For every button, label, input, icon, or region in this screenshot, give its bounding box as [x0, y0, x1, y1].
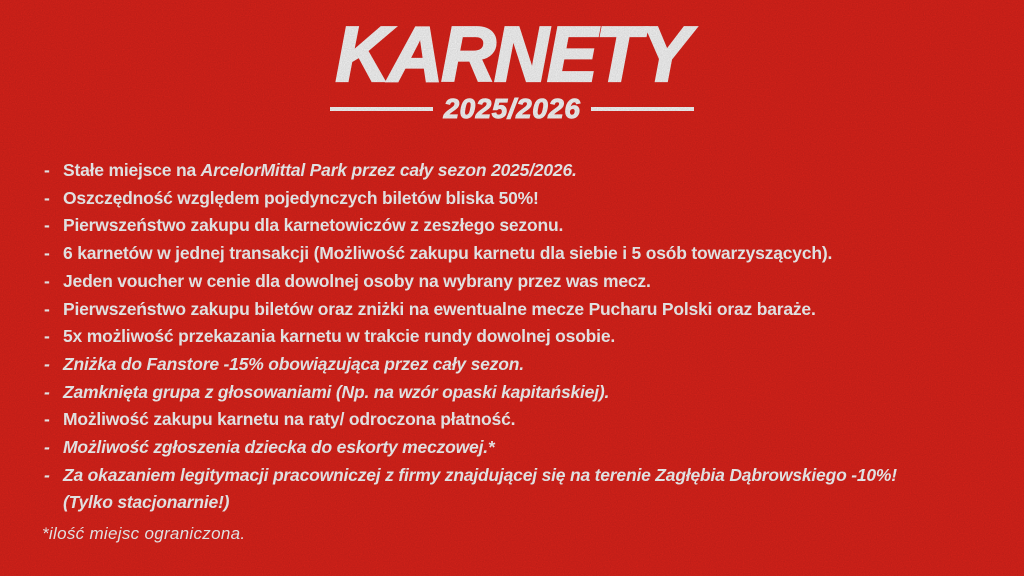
benefit-text-italic: (Tylko stacjonarnie!) [63, 492, 230, 513]
benefit-text [63, 185, 539, 213]
footnote: *ilość miejsc ograniczona. [42, 524, 246, 543]
benefit-text-italic: Możliwość zgłoszenia dziecka do eskorty meczowej.* [63, 437, 495, 458]
benefit-item [44, 489, 1004, 517]
benefit-item [44, 268, 1004, 296]
benefits-list [44, 157, 1004, 517]
benefit-text [63, 323, 615, 351]
benefit-text-regular: Stałe miejsce na [63, 160, 201, 180]
benefit-item [44, 185, 1004, 213]
benefit-text [63, 379, 609, 407]
benefit-text [63, 268, 651, 296]
bullet-dash: - [44, 298, 50, 319]
season-label: 2025/2026 [443, 92, 581, 124]
bullet-dash: - [44, 326, 50, 347]
benefit-text [63, 489, 229, 517]
benefit-item [44, 406, 1004, 434]
benefit-text-italic: Zamknięta grupa z głosowaniami (Np. na wzór opaski kapitańskiej). [63, 381, 610, 402]
bullet-dash: - [44, 243, 50, 264]
benefit-item [44, 240, 1004, 268]
benefit-text-regular: Pierwszeństwo zakupu dla karnetowiczów z zeszłego sezonu. [63, 215, 564, 236]
benefit-text-regular: Jeden voucher w cenie dla dowolnej osoby na wybrany przez was mecz. [63, 270, 651, 291]
poster-title: KARNETY [335, 10, 689, 99]
bullet-dash: - [44, 381, 50, 402]
benefit-text [63, 462, 897, 490]
bullet-dash: - [44, 270, 50, 291]
benefit-item [44, 157, 1004, 185]
benefit-text-regular: Oszczędność względem pojedynczych biletów bliska 50%! [63, 187, 539, 208]
bullet-dash: - [44, 464, 50, 485]
benefit-item [44, 434, 1004, 462]
poster-header [0, 10, 1024, 125]
benefit-text [63, 157, 577, 185]
right-rule [591, 107, 694, 111]
benefit-text-italic: ArcelorMittal Park przez cały sezon 2025/2026. [200, 160, 577, 180]
benefit-item [44, 379, 1004, 407]
benefit-item [44, 323, 1004, 351]
benefit-text-italic: Zniżka do Fanstore -15% obowiązująca przez cały sezon. [63, 353, 524, 374]
benefit-text [63, 212, 563, 240]
benefit-item [44, 351, 1004, 379]
benefit-text [63, 351, 524, 379]
bullet-dash: - [44, 353, 50, 374]
benefit-text-regular: 5x możliwość przekazania karnetu w trakcie rundy dowolnej osobie. [63, 326, 616, 347]
bullet-dash: - [44, 409, 50, 430]
benefit-text [63, 240, 832, 268]
benefit-item [44, 462, 1004, 490]
bullet-dash: - [44, 215, 50, 236]
benefit-item [44, 296, 1004, 324]
benefit-text [63, 296, 816, 324]
left-rule [330, 107, 433, 111]
benefit-text-regular: Pierwszeństwo zakupu biletów oraz zniżki na ewentualne mecze Pucharu Polski oraz baraże. [63, 298, 816, 319]
benefit-text [63, 434, 495, 462]
benefit-item [44, 212, 1004, 240]
benefit-text-regular: 6 karnetów w jednej transakcji (Możliwość zakupu karnetu dla siebie i 5 osób towarzyszących). [63, 243, 833, 264]
bullet-dash: - [44, 160, 50, 180]
bullet-dash: - [44, 187, 50, 208]
bullet-dash: - [44, 437, 50, 458]
benefit-text [63, 406, 515, 434]
benefit-text-italic: Za okazaniem legitymacji pracowniczej z firmy znajdującej się na terenie Zagłębia Dąbrowskiego -10%! [63, 464, 897, 485]
benefit-text-regular: Możliwość zakupu karnetu na raty/ odroczona płatność. [63, 409, 516, 430]
